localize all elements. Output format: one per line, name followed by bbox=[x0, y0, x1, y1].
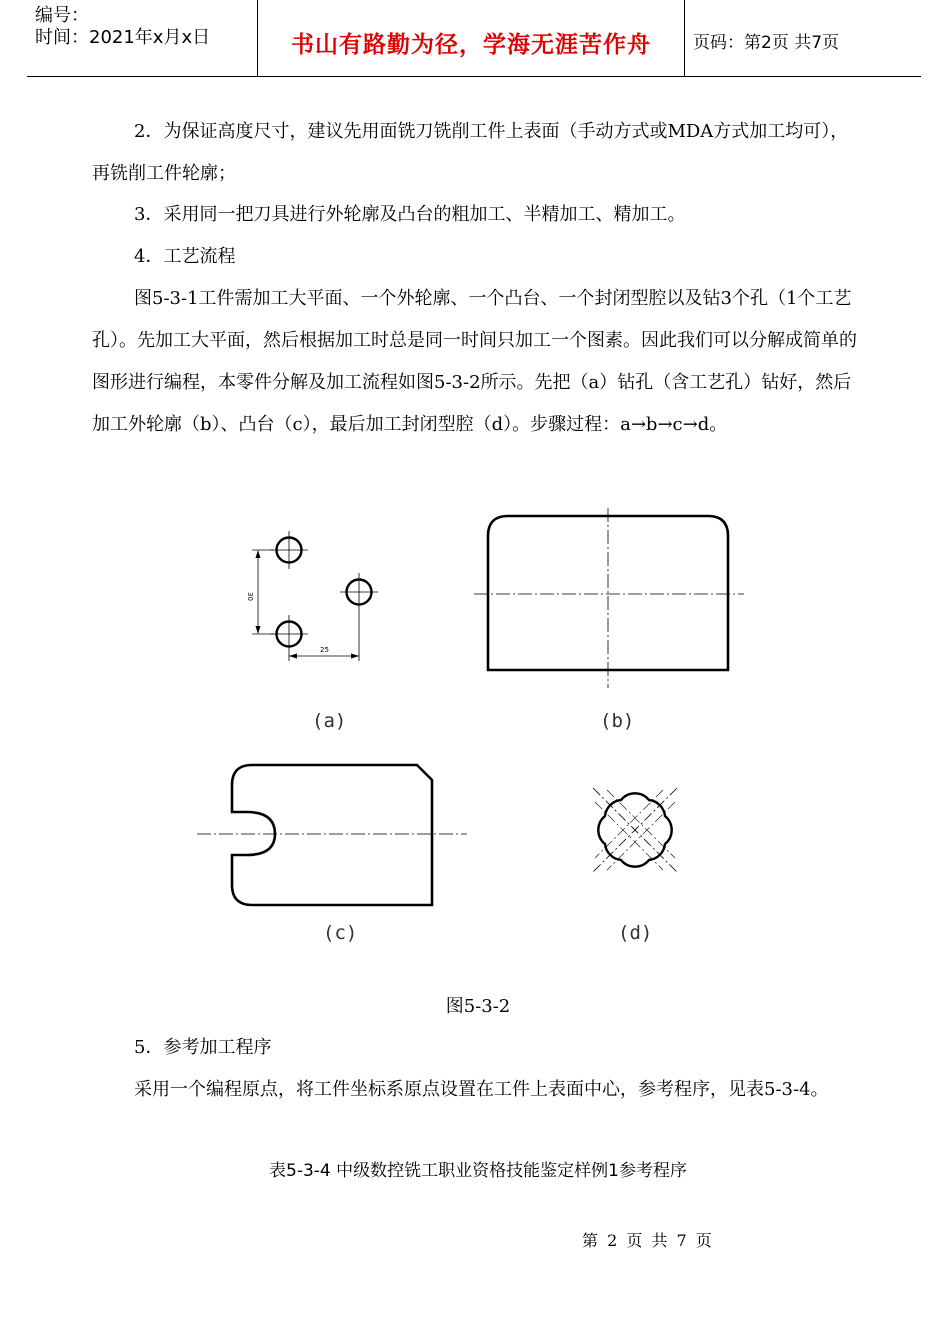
section-heading-4: 4．工艺流程 bbox=[134, 246, 236, 267]
table-title: 表5-3-4 中级数控铣工职业资格技能鉴定样例1参考程序 bbox=[269, 1161, 687, 1181]
figure-b-label: (b) bbox=[600, 710, 635, 732]
page-footer: 第 2 页 共 7 页 bbox=[582, 1231, 714, 1250]
figure-a-label: (a) bbox=[312, 710, 347, 732]
page-header bbox=[27, 0, 921, 77]
header-slogan-cell bbox=[257, 0, 685, 76]
figure-d-cavity bbox=[585, 780, 685, 880]
header-meta bbox=[27, 0, 257, 76]
header-slogan: 书山有路勤为径，学海无涯苦作舟 bbox=[291, 32, 651, 58]
figure-d-label: (d) bbox=[618, 922, 653, 944]
header-page-cell bbox=[685, 0, 921, 76]
figure-c-label: (c) bbox=[323, 922, 358, 944]
section-heading-5: 5．参考加工程序 bbox=[134, 1037, 272, 1058]
header-page-info: 页码：第2页 共7页 bbox=[693, 33, 840, 53]
paragraph-3: 3．采用同一把刀具进行外轮廓及凸台的粗加工、半精加工、精加工。 bbox=[134, 204, 686, 225]
paragraph-2: 2．为保证高度尺寸，建议先用面铣刀铣削工件上表面（手动方式或MDA方式加工均可），再铣削工件轮廓； bbox=[92, 121, 849, 184]
dim-horizontal: 25 bbox=[320, 646, 329, 654]
figure-a-holes bbox=[240, 525, 390, 675]
figure-c-boss bbox=[195, 760, 470, 910]
figure-b-outer-contour bbox=[470, 508, 750, 693]
serial-label: 编号： bbox=[35, 5, 89, 26]
figure-caption: 图5-3-2 bbox=[445, 996, 511, 1017]
paragraph-program: 采用一个编程原点，将工件坐标系原点设置在工件上表面中心，参考程序，见表5-3-4。 bbox=[134, 1079, 829, 1100]
paragraph-process: 图5-3-1工件需加工大平面、一个外轮廓、一个凸台、一个封闭型腔以及钻3个孔（1个工艺孔）。先加工大平面，然后根据加工时总是同一时间只加工一个图素。因此我们可以分解成简单的图形进行编程，本零件分解及加工流程如图5-3-2所示。先把（a）钻孔（含工艺孔）钻好，然后加工外轮廓（b）、凸台（c），最后加工封闭型腔（d）。步骤过程：a→b→c→d。 bbox=[92, 288, 857, 435]
date-label: 时间：2021年x月x日 bbox=[35, 27, 211, 48]
dim-vertical: 30 bbox=[246, 592, 254, 601]
